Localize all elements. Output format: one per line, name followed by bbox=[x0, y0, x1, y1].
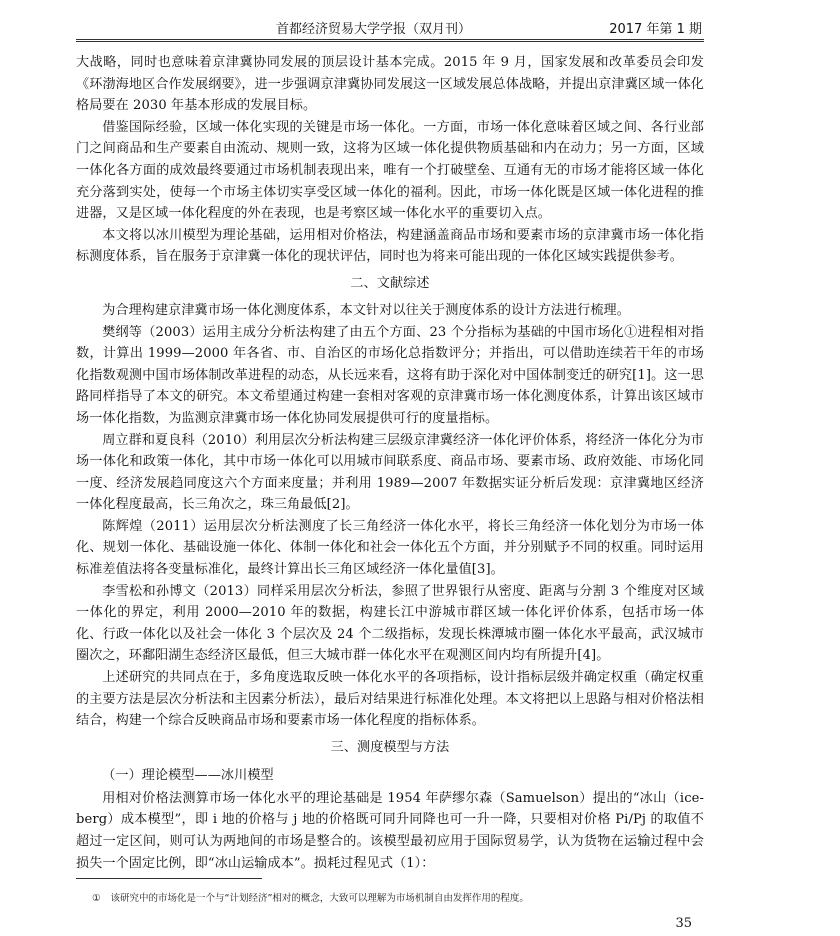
paragraph: 陈辉煌（2011）运用层次分析法测度了长三角经济一体化水平，将长三角经济一体化划分为市场一体化、规划一体化、基础设施一体化、体制一体化和社会一体化五个方面，并分别赋予不同的权重。同时运用标准差值法将各变量标准化，最终计算出长三角区域经济一体化量值[3]。 bbox=[76, 518, 704, 578]
journal-title: 首都经济贸易大学学报（双月刊） bbox=[276, 22, 472, 37]
paragraph: 樊纲等（2003）运用主成分分析法构建了由五个方面、23 个分指标为基础的中国市场化①进程相对指数，计算出 1999—2000 年各省、市、自治区的市场化总指数评分；并指出，可以借助连续若干年的市场化指数观测中国市场体制改革进程的动态，从长远来看，这将有助于深化对中国体制变迁的研究[1]。这一思路同样指导了本文的研究。本文希望通过构建一套相对客观的京津冀市场一体化测度体系，计算出该区域市场一体化指数，为监测京津冀市场一体化协同发展提供可行的度量指标。 bbox=[76, 324, 704, 426]
section-heading-literature-review: 二、文献综述 bbox=[350, 275, 430, 291]
paragraph: 本文将以冰川模型为理论基础，运用相对价格法，构建涵盖商品市场和要素市场的京津冀市场一体化指标测度体系，旨在服务于京津冀一体化的现状评估，同时也为将来可能出现的一体化区域实践提供参考。 bbox=[76, 227, 704, 265]
footnote-text: 该研究中的市场化是一个与“计划经济”相对的概念，大致可以理解为市场机制自由发挥作用的程度。 bbox=[110, 893, 529, 904]
footnote-rule bbox=[76, 878, 262, 879]
article-body bbox=[76, 52, 704, 874]
running-header bbox=[86, 18, 702, 38]
footnote bbox=[92, 890, 692, 904]
paragraph: 李雪松和孙博文（2013）同样采用层次分析法，参照了世界银行从密度、距离与分割 3 个维度对区域一体化的界定，利用 2000—2010 年的数据，构建长江中游城市群区域一体化评价体系，包括市场一体化、行政一体化以及社会一体化 3 个层次及 24 个二级指标，发现长株潭城市圈一体化水平最高，武汉城市圈次之，环鄱阳湖生态经济区最低，但三大城市群一体化水平在观测区间内均有所提升[4]。 bbox=[76, 583, 704, 664]
header-rule bbox=[76, 39, 704, 42]
paragraph: 借鉴国际经验，区域一体化实现的关键是市场一体化。一方面，市场一体化意味着区域之间、各行业部门之间商品和生产要素自由流动、规则一致，这将为区域一体化提供物质基础和内在动力；另一方面，区域一体化各方面的成效最终要通过市场机制表现出来，唯有一个打破壁垒、互通有无的市场才能将区域一体化充分落到实处，使每一个市场主体切实享受区域一体化的福利。因此，市场一体化既是区域一体化进程的推进器，又是区域一体化程度的外在表现，也是考察区域一体化水平的重要切入点。 bbox=[76, 119, 704, 222]
page-number: 35 bbox=[675, 916, 692, 931]
paragraph: 周立群和夏良科（2010）利用层次分析法构建三层级京津冀经济一体化评价体系，将经济一体化分为市场一体化和政策一体化，其中市场一体化可以用城市间联系度、商品市场、要素市场、政府效能、市场化同一度、经济发展趋同度这六个方面来度量；并利用 1989—2007 年数据实证分析后发现：京津冀地区经济一体化程度最高，长三角次之，珠三角最低[2]。 bbox=[76, 432, 704, 513]
paragraph: 为合理构建京津冀市场一体化测度体系，本文针对以往关于测度体系的设计方法进行梳理。 bbox=[102, 302, 630, 318]
footnote-mark: ① bbox=[92, 893, 101, 904]
paragraph: 大战略，同时也意味着京津冀协同发展的顶层设计基本完成。2015 年 9 月，国家发展和改革委员会印发《环渤海地区合作发展纲要》，进一步强调京津冀协同发展这一区域发展总体战略，并提出京津冀区域一体化格局要在 2030 年基本形成的发展目标。 bbox=[76, 55, 704, 114]
paragraph: 用相对价格法测算市场一体化水平的理论基础是 1954 年萨缪尔森（Samuelson）提出的“冰山（ice-berg）成本模型”，即 i 地的价格与 j 地的价格既可同升同降也可一升一降，只要相对价格 Pi/Pj 的取值不超过一定区间，则可认为两地间的市场是整合的。该模型最初应用于国际贸易学，认为货物在运输过程中会损失一个固定比例，即“冰山运输成本”。损耗过程见式（1）： bbox=[76, 790, 704, 871]
section-heading-methodology: 三、测度模型与方法 bbox=[330, 739, 450, 755]
paragraph: 上述研究的共同点在于，多角度选取反映一体化水平的各项指标，设计指标层级并确定权重（确定权重的主要方法是层次分析法和主因素分析法），最后对结果进行标准化处理。本文将把以上思路与相对价格法相结合，构建一个综合反映商品市场和要素市场一体化程度的指标体系。 bbox=[76, 670, 704, 729]
subsection-heading: （一）理论模型——冰川模型 bbox=[102, 767, 274, 783]
issue-label: 2017 年第 1 期 bbox=[609, 22, 702, 37]
